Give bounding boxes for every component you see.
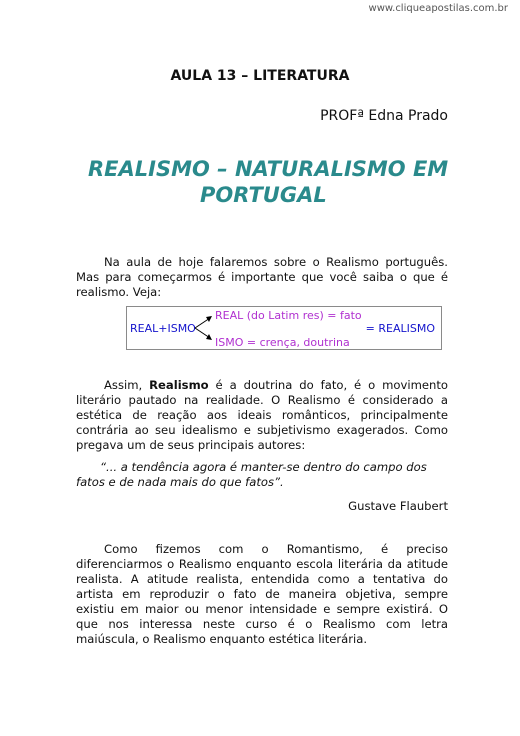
flaubert-quote: “... a tendência agora é manter-se dentro do campo dos fatos e de nada mais do que fatos”.: [76, 460, 427, 489]
realism-definition-paragraph: [76, 378, 448, 453]
realism-vs-attitude-paragraph: Como fizemos com o Romantismo, é preciso diferenciarmos o Realismo enquanto escola literária da atitude realista. A atitude realista, entendida como a tentativa do artista em reproduzir o fato de maneira objetiva, sempre existiu em maior ou menor intensidade e sempre existirá. O que nos interessa neste curso é o Realismo com letra maiúscula, o Realismo enquanto estética literária.: [76, 542, 448, 646]
diagram-arrows-icon: [193, 313, 215, 343]
main-title-line2: PORTUGAL: [200, 183, 327, 207]
diagram-left-term: REAL+ISMO: [130, 322, 196, 335]
diagram-ismo-definition: ISMO = crença, doutrina: [215, 336, 350, 349]
etymology-diagram: [126, 306, 442, 350]
p2-text-start: Assim,: [104, 378, 150, 392]
lesson-title: AULA 13 – LITERATURA: [170, 68, 350, 84]
main-title-line1: REALISMO – NATURALISMO EM: [88, 157, 449, 181]
teacher-name: PROFª Edna Prado: [320, 108, 448, 124]
main-title: [88, 156, 468, 208]
intro-paragraph: Na aula de hoje falaremos sobre o Realismo português. Mas para começarmos é importante que você saiba o que é realismo. Veja:: [76, 255, 448, 299]
quote-author: Gustave Flaubert: [348, 499, 448, 513]
site-url: www.cliqueapostilas.com.br: [368, 3, 508, 14]
diagram-result: = REALISMO: [365, 322, 435, 335]
diagram-real-definition: REAL (do Latim res) = fato: [215, 309, 362, 322]
p2-text-rest: é a doutrina do fato, é o movimento literário pautado na realidade. O Realismo é considerado a estética de reação aos ideais românticos, principalmente contrária ao seu idealismo e subjetivismo exagerados. Como pregava um de seus principais autores:: [76, 378, 448, 452]
p2-bold-term: Realismo: [149, 378, 209, 392]
